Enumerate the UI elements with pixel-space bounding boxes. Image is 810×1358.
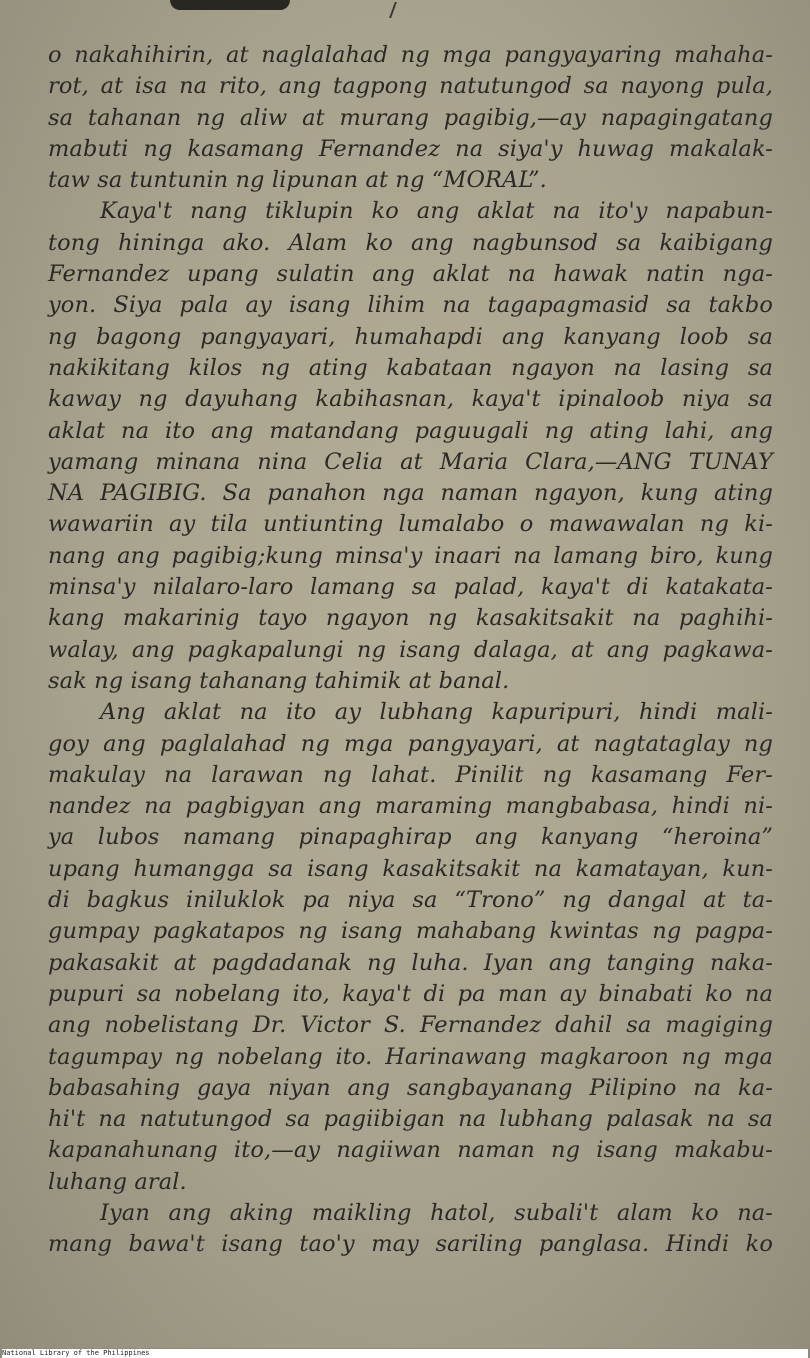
text-line: Ang aklat na ito ay lubhang kapuripuri, hindi mali- xyxy=(100,699,773,726)
text-line: pakasakit at pagdadanak ng luha. Iyan ang tanging naka- xyxy=(48,949,773,976)
text-line: hi't na natutungod sa pagiibigan na lubhang palasak na sa xyxy=(48,1106,773,1133)
body-text xyxy=(48,40,773,1261)
text-line: walay, ang pagkapalungi ng isang dalaga, at ang pagkawa- xyxy=(48,636,773,663)
text-line: wawariin ay tila untiunting lumalabo o mawawalan ng ki- xyxy=(48,511,773,538)
text-line: nakikitang kilos ng ating kabataan ngayon na lasing sa xyxy=(48,354,773,381)
text-line: pupuri sa nobelang ito, kaya't di pa man ay binabati ko na xyxy=(48,980,773,1007)
text-line: nandez na pagbigyan ang maraming mangbabasa, hindi ni- xyxy=(48,793,773,820)
ink-smudge xyxy=(170,0,290,10)
pen-mark xyxy=(389,2,409,18)
footer-credit: National Library of the Philippines xyxy=(2,1349,808,1358)
text-line: gumpay pagkatapos ng isang mahabang kwintas ng pagpa- xyxy=(48,918,773,945)
text-line: o nakahihirin, at naglalahad ng mga pangyayaring mahaha- xyxy=(48,42,773,68)
paragraph xyxy=(48,697,773,1198)
text-line: ng bagong pangyayari, humahapdi ang kanyang loob sa xyxy=(48,323,773,350)
text-line: taw sa tuntunin ng lipunan at ng “MORAL”. xyxy=(48,167,547,194)
text-line: sak ng isang tahanang tahimik at banal. xyxy=(48,667,510,694)
paragraph xyxy=(48,196,773,697)
text-line: Kaya't nang tiklupin ko ang aklat na ito'y napabun- xyxy=(100,198,773,225)
text-line: rot, at isa na rito, ang tagpong natutungod sa nayong pula, xyxy=(48,73,773,100)
text-line: di bagkus iniluklok pa niya sa “Trono” ng dangal at ta- xyxy=(48,887,773,914)
text-line: aklat na ito ang matandang paguugali ng ating lahi, ang xyxy=(48,417,773,444)
text-line: kang makarinig tayo ngayon ng kasakitsakit na paghihi- xyxy=(48,605,773,632)
text-line: mang bawa't isang tao'y may sariling panglasa. Hindi ko xyxy=(48,1231,773,1258)
text-line: upang humangga sa isang kasakitsakit na kamatayan, kun- xyxy=(48,855,773,882)
text-line: mabuti ng kasamang Fernandez na siya'y huwag makalak- xyxy=(48,135,773,162)
text-line: luhang aral. xyxy=(48,1168,187,1195)
paragraph xyxy=(48,1198,773,1261)
text-line: NA PAGIBIG. Sa panahon nga naman ngayon, kung ating xyxy=(48,480,773,507)
text-line: Fernandez upang sulatin ang aklat na hawak natin nga- xyxy=(48,261,773,288)
paragraph xyxy=(48,40,773,196)
text-line: goy ang paglalahad ng mga pangyayari, at nagtataglay ng xyxy=(48,730,773,757)
text-line: makulay na larawan ng lahat. Pinilit ng kasamang Fer- xyxy=(48,761,773,788)
text-line: tagumpay ng nobelang ito. Harinawang magkaroon ng mga xyxy=(48,1043,773,1070)
text-line: Iyan ang aking maikling hatol, subali't alam ko na- xyxy=(100,1199,773,1226)
text-line: kapanahunang ito,—ay nagiiwan naman ng isang makabu- xyxy=(48,1137,773,1164)
text-line: ya lubos namang pinapaghirap ang kanyang “heroina” xyxy=(48,824,773,851)
text-line: nang ang pagibig;kung minsa'y inaari na lamang biro, kung xyxy=(48,542,773,569)
text-line: babasahing gaya niyan ang sangbayanang Pilipino na ka- xyxy=(48,1074,773,1101)
text-line: tong hininga ako. Alam ko ang nagbunsod sa kaibigang xyxy=(48,229,773,256)
text-line: sa tahanan ng aliw at murang pagibig,—ay napagingatang xyxy=(48,104,773,131)
text-line: minsa'y nilalaro-laro lamang sa palad, kaya't di katakata- xyxy=(48,574,773,601)
text-line: kaway ng dayuhang kabihasnan, kaya't ipinaloob niya sa xyxy=(48,386,773,413)
text-line: ang nobelistang Dr. Victor S. Fernandez dahil sa magiging xyxy=(48,1012,773,1039)
text-line: yon. Siya pala ay isang lihim na tagapagmasid sa takbo xyxy=(48,292,773,319)
text-line: yamang minana nina Celia at Maria Clara,—ANG TUNAY xyxy=(48,448,773,475)
